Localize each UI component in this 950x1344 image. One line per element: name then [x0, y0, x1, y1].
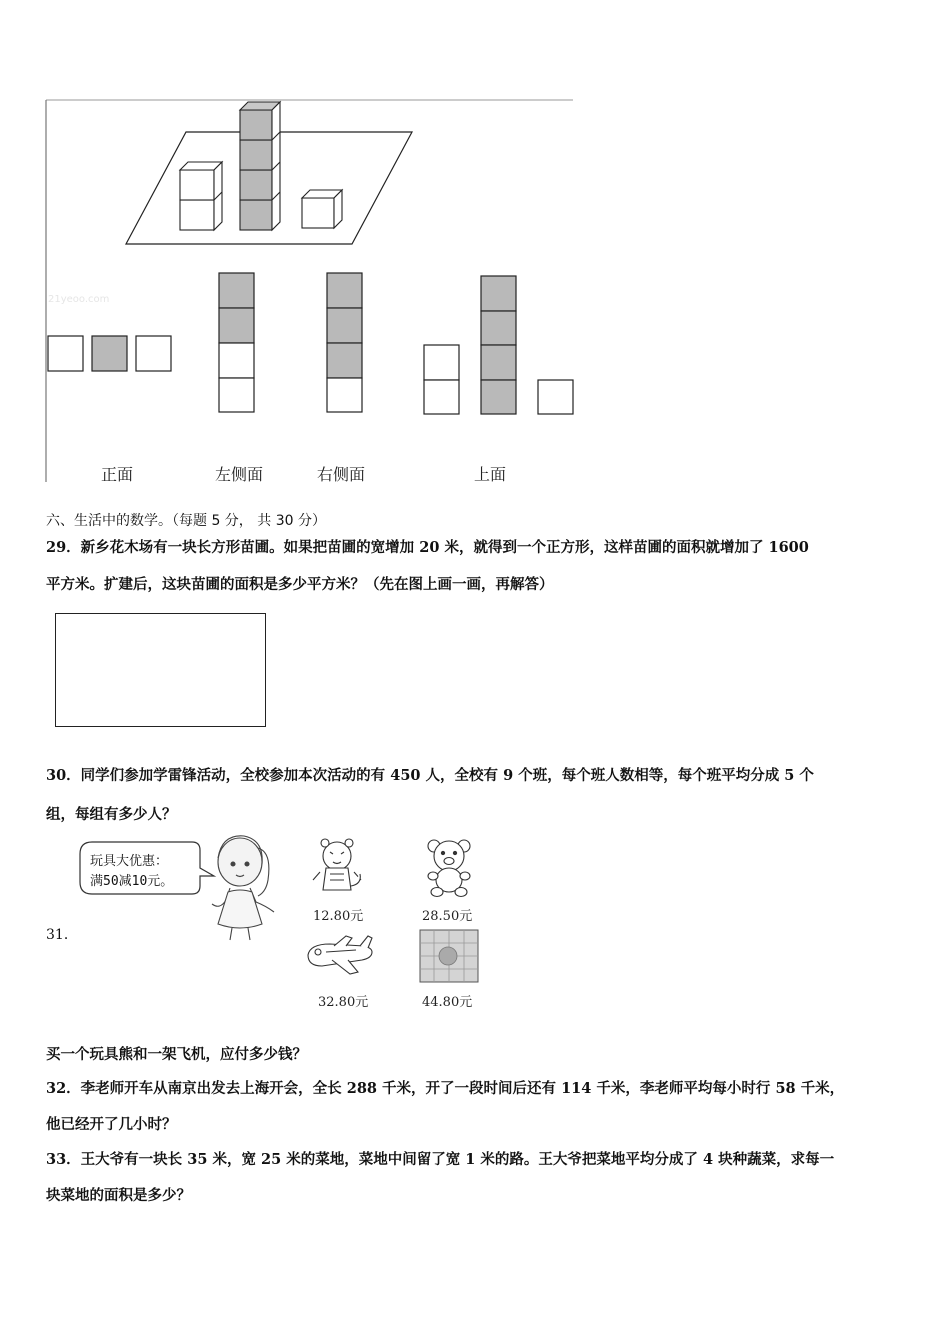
q29-line2: 平方米。扩建后，这块苗圃的面积是多少平方米？（先在图上画一画，再解答）: [46, 576, 554, 593]
q30-line2: 组，每组有多少人？: [46, 806, 177, 823]
label-front: 正面: [101, 465, 134, 484]
tiger-toy-icon: [313, 839, 361, 890]
airplane-toy-icon: [308, 936, 372, 974]
q33-line1: 33．王大爷有一块长 35 米，宽 25 米的菜地，菜地中间留了宽 1 米的路。王大爷把菜地平均分成了 4 块种蔬菜，求每一: [46, 1151, 835, 1168]
q32-line2: 他已经开了几小时？: [46, 1116, 177, 1133]
label-left-side: 左侧面: [215, 465, 264, 484]
price-tiger: 12.80元: [313, 909, 364, 924]
label-top: 上面: [474, 465, 507, 484]
speech-bubble-line2: 满50减10元。: [90, 874, 174, 889]
price-puzzle: 44.80元: [422, 995, 473, 1010]
bear-toy-icon: [428, 840, 470, 897]
section-heading: 六、生活中的数学。（每题 5 分， 共 30 分）: [46, 513, 326, 529]
puzzle-toy-icon: [420, 930, 478, 982]
q33-line2: 块菜地的面积是多少？: [46, 1187, 191, 1204]
q31-number: 31．: [46, 927, 78, 943]
q29-line1: 29．新乡花木场有一块长方形苗圃。如果把苗圃的宽增加 20 米，就得到一个正方形，这样苗圃的面积就增加了 1600: [46, 539, 809, 556]
price-plane: 32.80元: [318, 995, 369, 1010]
q30-line1: 30．同学们参加学雷锋活动，全校参加本次活动的有 450 人，全校有 9 个班，每个班人数相等，每个班平均分成 5 个: [46, 767, 814, 784]
q31-question: 买一个玩具熊和一架飞机，应付多少钱？: [46, 1046, 307, 1063]
watermark: 21yeoo.com: [48, 294, 110, 305]
speech-bubble-line1: 玩具大优惠：: [90, 854, 169, 869]
q32-line1: 32．李老师开车从南京出发去上海开会，全长 288 千米，开了一段时间后还有 114 千米，李老师平均每小时行 58 千米，: [46, 1080, 845, 1097]
price-bear: 28.50元: [422, 909, 473, 924]
label-right-side: 右侧面: [317, 465, 366, 484]
girl-icon: [212, 836, 274, 940]
